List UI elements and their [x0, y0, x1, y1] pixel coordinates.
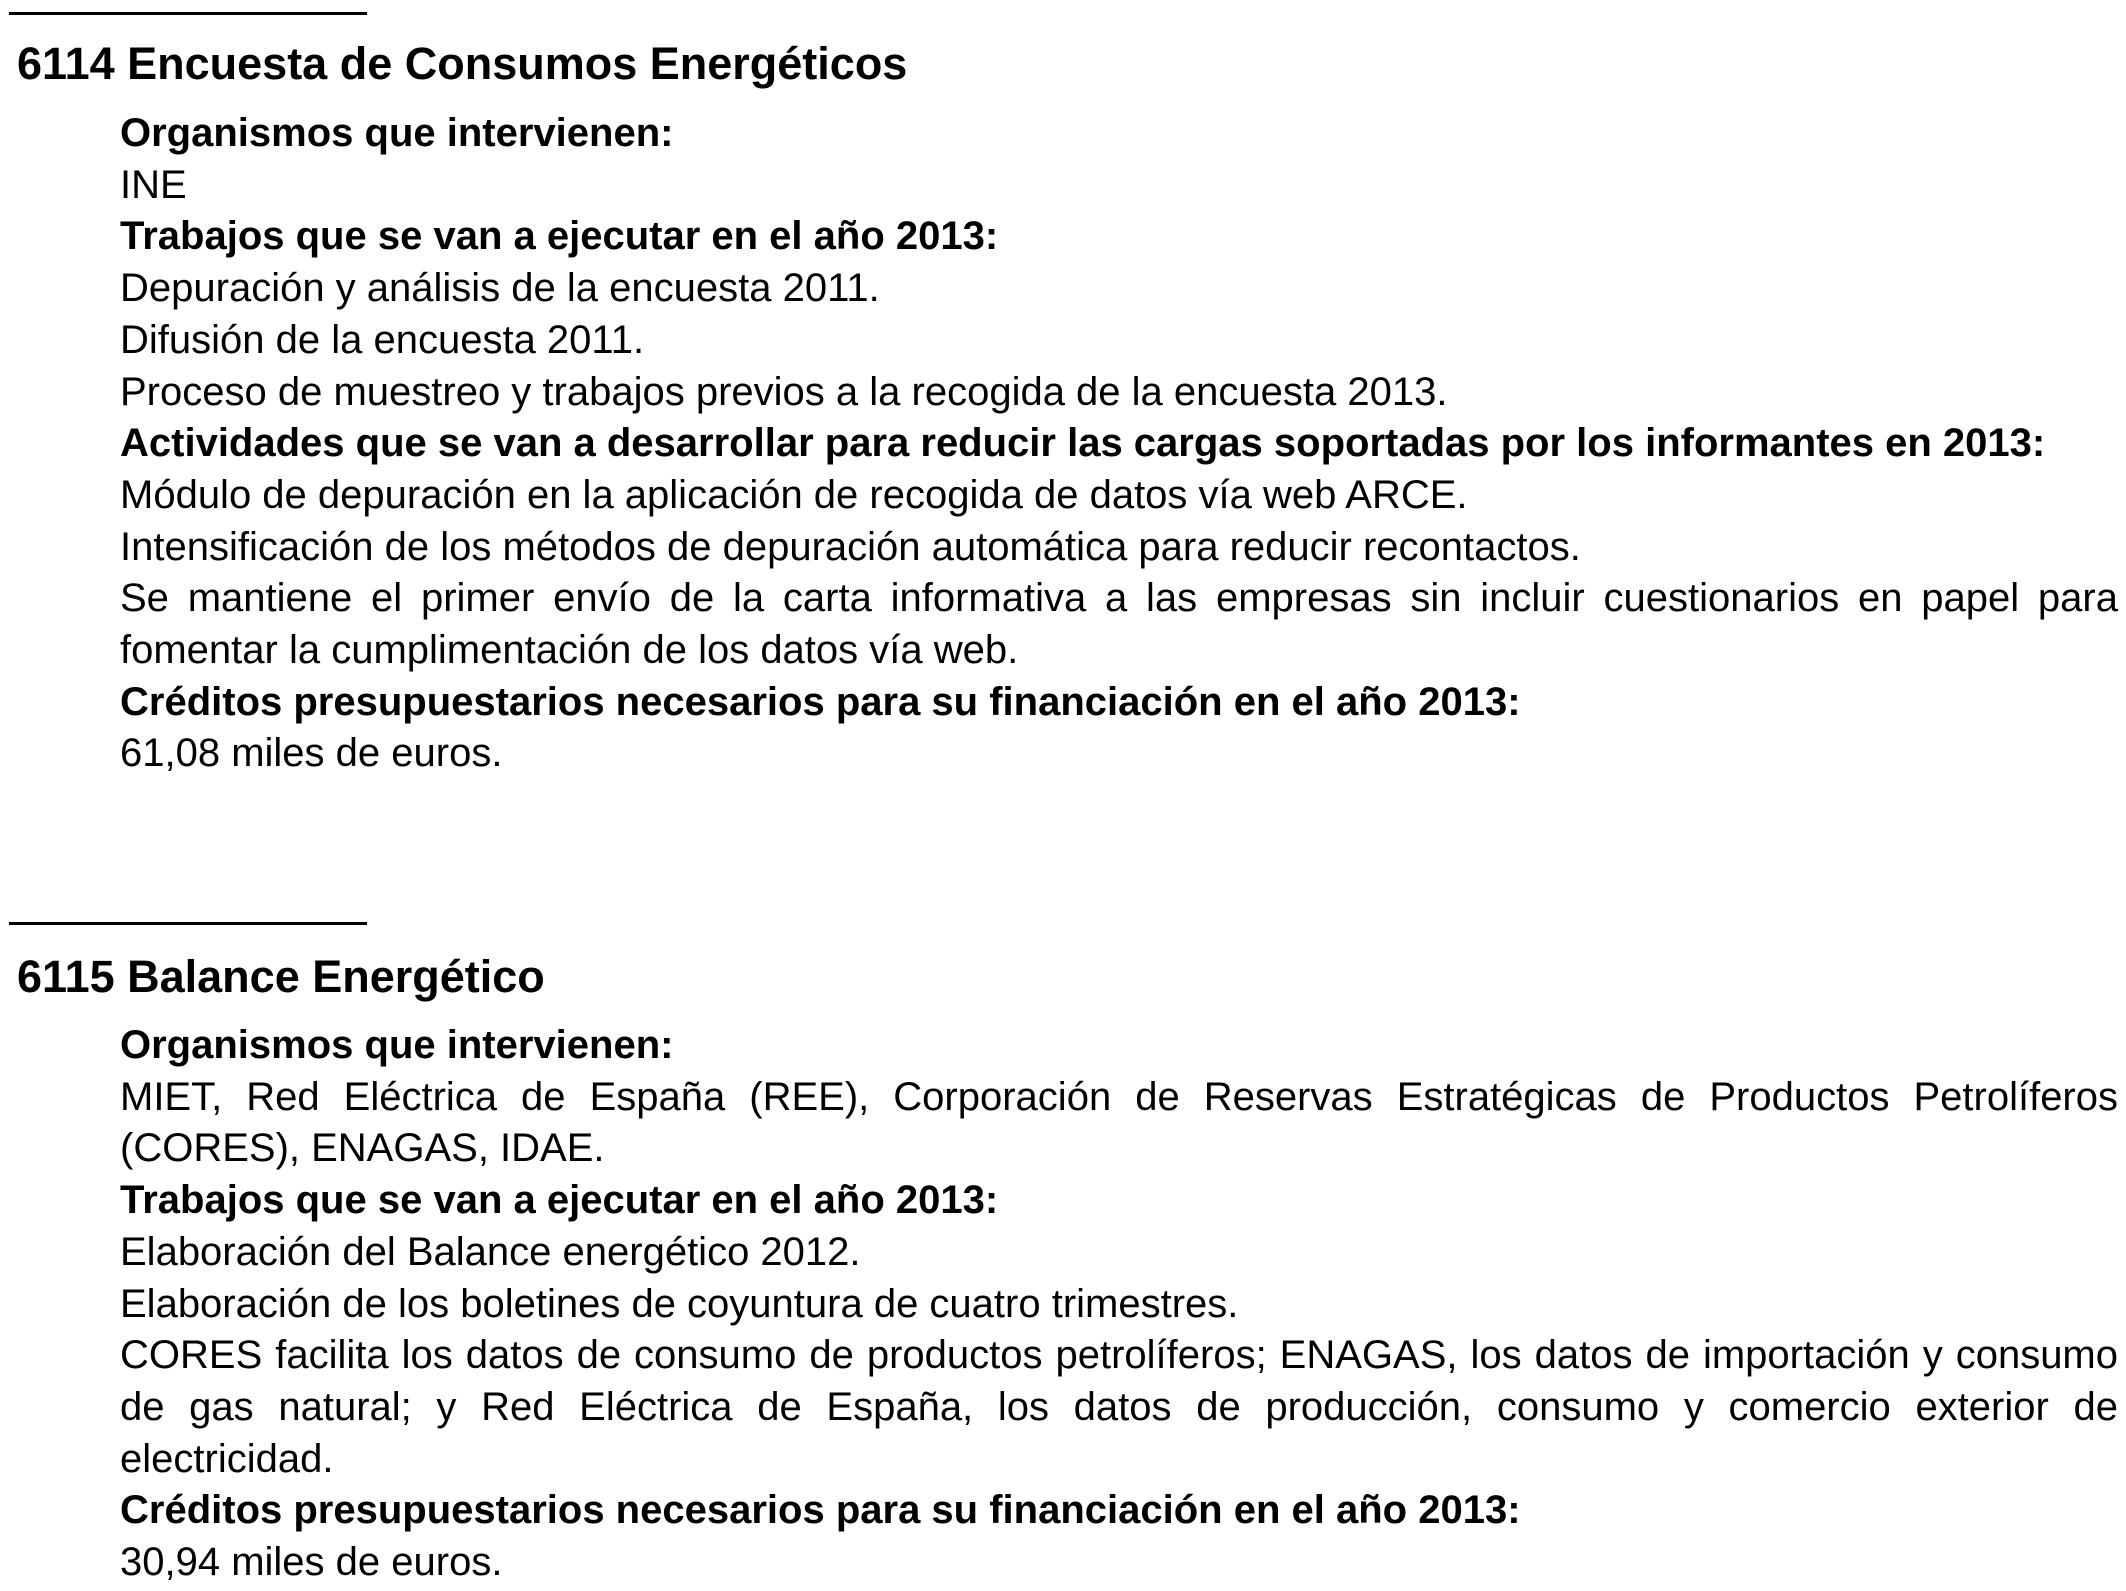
work-item: Elaboración del Balance energético 2012.	[120, 1229, 861, 1274]
activity-item: Módulo de depuración en la aplicación de recogida de datos vía web ARCE.	[120, 472, 1468, 517]
work-item: Difusión de la encuesta 2011.	[120, 317, 645, 362]
section-body-6114	[120, 108, 2118, 780]
activity-item: Se mantiene el primer envío de la carta informativa a las empresas sin incluir cuestionarios en papel para fomentar la cumplimentación de los datos vía web.	[120, 576, 2118, 673]
credits-label: Créditos presupuestarios necesarios para su financiación en el año 2013:	[120, 1488, 1521, 1533]
section-divider-6115	[9, 922, 367, 925]
works-label: Trabajos que se van a ejecutar en el año 2013:	[120, 214, 999, 259]
organisms-label: Organismos que intervienen:	[120, 111, 674, 155]
organisms-value: INE	[120, 162, 187, 207]
credits-value: 61,08 miles de euros.	[120, 731, 503, 776]
credits-value: 30,94 miles de euros.	[120, 1540, 503, 1585]
work-item: Elaboración de los boletines de coyuntura de cuatro trimestres.	[120, 1281, 1239, 1326]
section-title-6115: 6115 Balance Energético	[17, 951, 545, 1002]
work-item: CORES facilita los datos de consumo de productos petrolíferos; ENAGAS, los datos de importación y consumo de gas natural; y Red Eléctrica de España, los datos de producción, consumo y comercio exterior de electricidad.	[120, 1333, 2118, 1481]
work-item: Depuración y análisis de la encuesta 2011.	[120, 266, 880, 311]
credits-label: Créditos presupuestarios necesarios para su financiación en el año 2013:	[120, 679, 1521, 724]
work-item: Proceso de muestreo y trabajos previos a la recogida de la encuesta 2013.	[120, 369, 1448, 414]
organisms-value: MIET, Red Eléctrica de España (REE), Corporación de Reservas Estratégicas de Productos Petrolíferos (CORES), ENAGAS, IDAE.	[120, 1074, 2118, 1171]
works-label: Trabajos que se van a ejecutar en el año 2013:	[120, 1178, 999, 1223]
activities-label: Actividades que se van a desarrollar para reducir las cargas soportadas por los informantes en 2013:	[120, 421, 2046, 466]
section-body-6115	[120, 1020, 2118, 1589]
section-title-6114: 6114 Encuesta de Consumos Energéticos	[17, 38, 908, 89]
organisms-label: Organismos que intervienen:	[120, 1023, 674, 1067]
section-divider-6114	[9, 12, 367, 15]
activity-item: Intensificación de los métodos de depuración automática para reducir recontactos.	[120, 524, 1581, 569]
